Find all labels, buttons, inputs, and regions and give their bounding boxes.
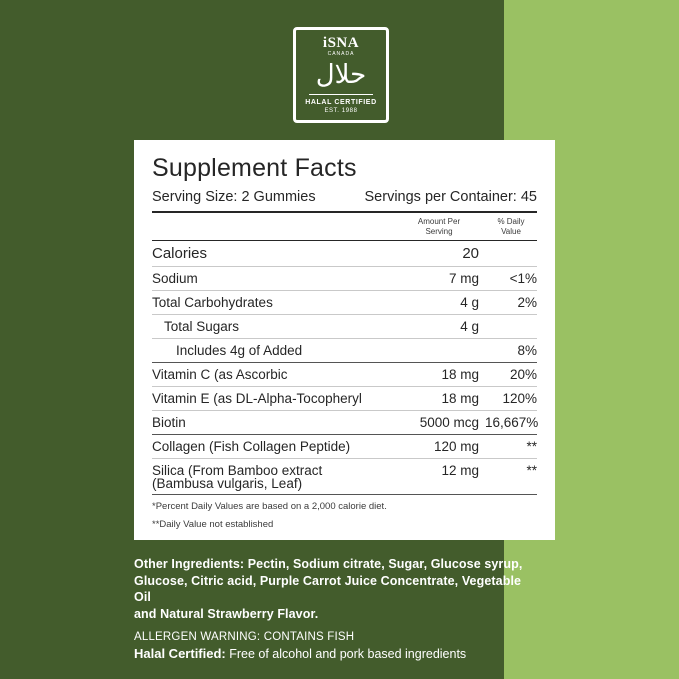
- nutrient-name: Biotin: [152, 415, 186, 430]
- logo-est-text: EST. 1988: [324, 108, 358, 114]
- nutrient-amount: 18 mg: [441, 391, 479, 406]
- dv-header-line2: Value: [501, 227, 521, 236]
- nutrient-amount: 20: [462, 245, 479, 262]
- table-row: [152, 291, 537, 315]
- nutrient-amount: 120 mg: [433, 439, 479, 454]
- column-headers: [152, 213, 537, 241]
- nutrient-dv: 8%: [517, 343, 537, 358]
- halal-certified-text: Free of alcohol and pork based ingredients: [225, 647, 467, 661]
- logo-brand-text: iSNA: [322, 35, 360, 51]
- logo-country-text: CANADA: [327, 51, 355, 57]
- amount-per-serving-header: [393, 217, 485, 237]
- nutrient-name: Total Carbohydrates: [152, 295, 273, 310]
- table-row: [152, 387, 537, 411]
- nutrient-name: Collagen (Fish Collagen Peptide): [152, 439, 351, 454]
- table-row: [152, 363, 537, 387]
- nutrient-amount: 12 mg: [441, 463, 479, 478]
- nutrient-amount: 5000 mcg: [419, 415, 479, 430]
- footnote-daily-values: *Percent Daily Values are based on a 2,000 calorie diet.: [152, 501, 387, 512]
- halal-certification-logo: [293, 27, 389, 123]
- table-row: [152, 267, 537, 291]
- nutrient-name: Sodium: [152, 271, 198, 286]
- logo-arabic-text: حلال: [315, 60, 367, 90]
- nutrient-amount: 18 mg: [441, 367, 479, 382]
- page-title: Supplement Facts: [152, 154, 357, 182]
- logo-certified-text: HALAL CERTIFIED: [305, 99, 377, 106]
- table-row: [152, 315, 537, 339]
- dv-header-line1: % Daily: [497, 217, 525, 226]
- nutrient-amount: 4 g: [460, 295, 479, 310]
- footnote-not-established: **Daily Value not established: [152, 519, 274, 530]
- nutrient-dv: <1%: [509, 271, 537, 286]
- amount-header-line1: Amount Per: [417, 217, 461, 226]
- table-row: [152, 459, 537, 495]
- allergen-warning: ALLERGEN WARNING: CONTAINS FISH: [134, 631, 355, 643]
- serving-info-row: [152, 189, 537, 213]
- other-ingredients-line-1: Other Ingredients: Pectin, Sodium citrate, Sugar, Glucose syrup,: [134, 557, 523, 571]
- other-ingredients-block: [134, 556, 534, 661]
- table-row: [152, 411, 537, 435]
- other-ingredients-line-3: and Natural Strawberry Flavor.: [134, 606, 319, 621]
- supplement-facts-panel: [134, 140, 555, 540]
- daily-value-header: [485, 217, 537, 237]
- nutrient-name: Vitamin C (as Ascorbic: [152, 367, 288, 382]
- nutrient-name: Total Sugars: [164, 319, 240, 334]
- nutrient-name: Includes 4g of Added: [176, 343, 303, 358]
- nutrient-name: Silica (From Bamboo extract (Bambusa vulgaris, Leaf): [152, 463, 323, 491]
- nutrient-amount: 4 g: [460, 319, 479, 334]
- other-ingredients-line-2: Glucose, Citric acid, Purple Carrot Juice Concentrate, Vegetable Oil: [134, 573, 522, 604]
- nutrient-amount: 7 mg: [448, 271, 479, 286]
- nutrient-dv: 16,667%: [485, 415, 539, 430]
- table-row: [152, 339, 537, 363]
- nutrient-name: Vitamin E (as DL-Alpha-Tocopheryl: [152, 391, 362, 406]
- nutrient-dv: 120%: [502, 391, 537, 406]
- nutrient-dv: **: [526, 463, 537, 478]
- nutrient-dv: **: [526, 439, 537, 454]
- table-row: [152, 241, 537, 267]
- amount-header-line2: Serving: [425, 227, 453, 236]
- logo-divider: [309, 94, 373, 95]
- servings-per-container: Servings per Container: 45: [364, 189, 537, 205]
- halal-certified-note: [134, 646, 534, 661]
- nutrient-dv: 20%: [509, 367, 537, 382]
- table-row: [152, 435, 537, 459]
- nutrient-name: Calories: [152, 245, 208, 262]
- halal-certified-label: Halal Certified:: [134, 646, 226, 661]
- nutrient-dv: 2%: [517, 295, 537, 310]
- serving-size: Serving Size: 2 Gummies: [152, 189, 316, 205]
